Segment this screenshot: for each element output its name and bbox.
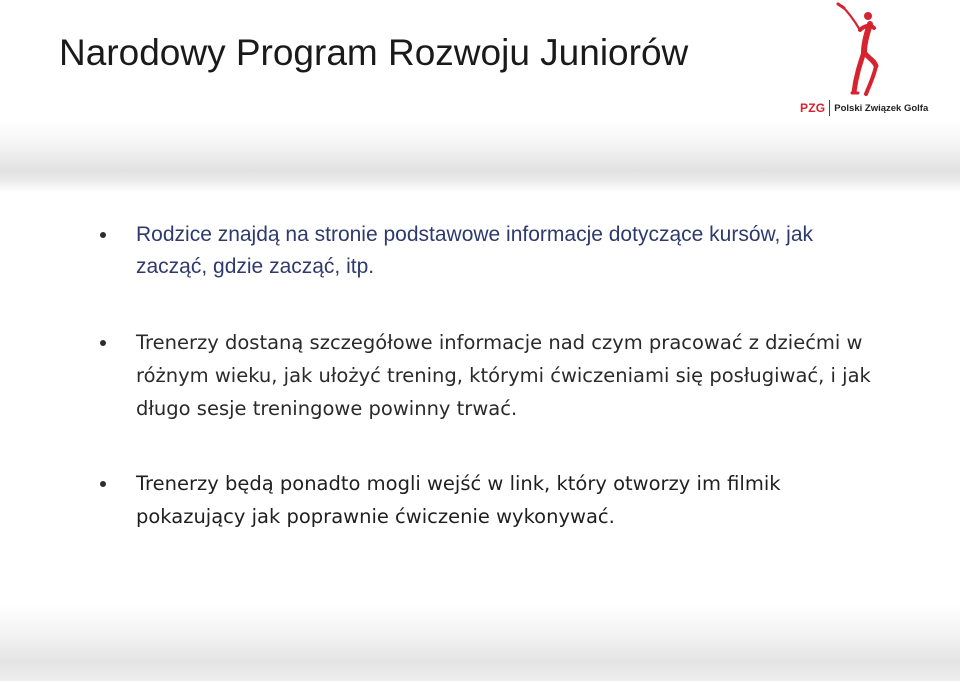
bullet-icon [100, 340, 106, 346]
bullet-text: Trenerzy będą ponadto mogli wejść w link, który otworzy im filmik pokazujący jak poprawnie ćwiczenie wykonywać. [136, 472, 781, 528]
bullet-item [136, 219, 876, 283]
bullet-item [136, 467, 876, 533]
bullet-text: Rodzice znajdą na stronie podstawowe informacje dotyczące kursów, jak zacząć, gdzie zacząć, itp. [136, 223, 814, 278]
bullet-icon [100, 232, 106, 238]
bullet-item [136, 326, 876, 425]
logo-name: Polski Związek Golfa [834, 102, 929, 114]
slide-title: Narodowy Program Rozwoju Juniorów [59, 32, 689, 73]
bullet-text: Trenerzy dostaną szczegółowe informacje nad czym pracować z dziećmi w różnym wieku, jak ułożyć trening, którymi ćwiczeniami się posługiwać, i jak długo sesje treningowe powinny trwać. [136, 331, 871, 420]
bullet-icon [100, 481, 106, 487]
logo-abbr: PZG [800, 101, 826, 115]
